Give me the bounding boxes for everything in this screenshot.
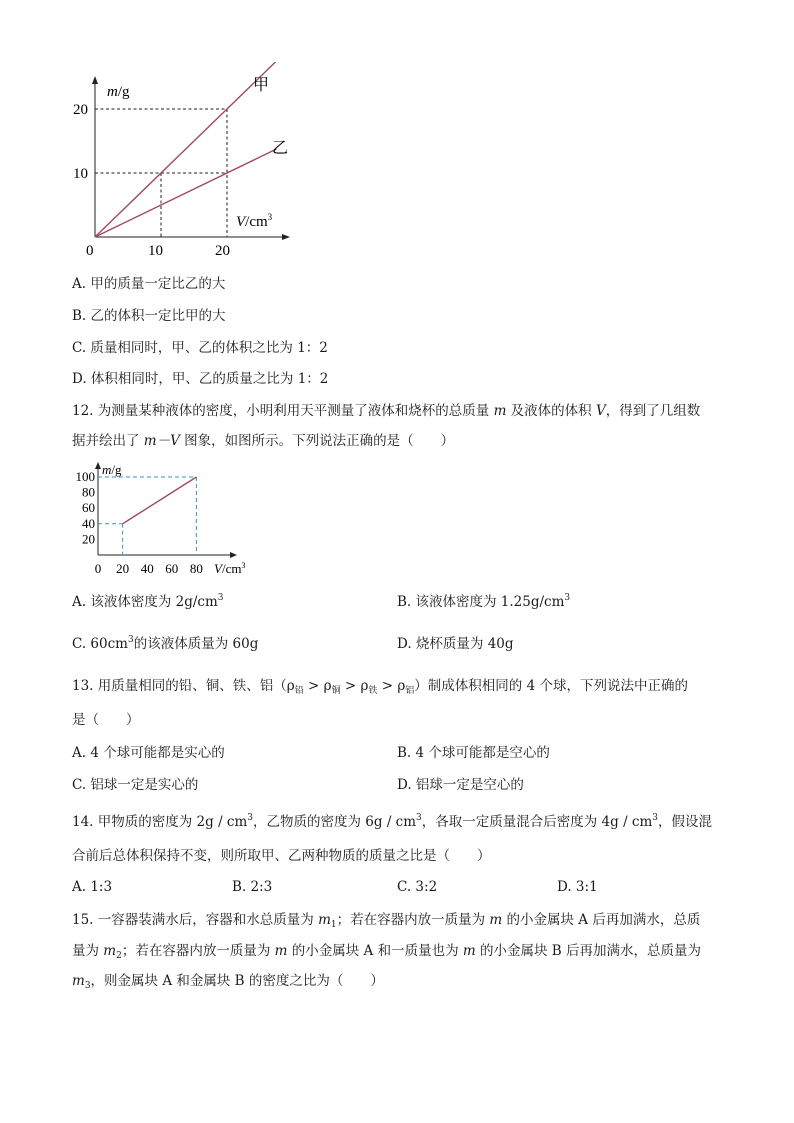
q12-stem-line-2: 据并绘出了 m－V 图象，如图所示。下列说法正确的是（ ）: [72, 433, 455, 449]
x-tick-label: 80: [189, 561, 203, 576]
x-axis-label: $V/cm^3$: [214, 561, 246, 576]
y-tick-label: 60: [82, 500, 95, 516]
x-axis-label: $V/cm^3$: [236, 212, 273, 230]
y-tick-label: 20: [82, 531, 95, 547]
origin-label: 0: [86, 243, 94, 259]
q13-option-d[interactable]: D. 铝球一定是空心的: [397, 777, 524, 793]
y-tick-10: 10: [73, 166, 88, 182]
q12-option-a[interactable]: A. 该液体密度为 $2g/cm^3$: [72, 593, 224, 610]
q12-option-c[interactable]: C. $60cm^3$的该液体质量为 60g: [72, 635, 259, 652]
q13-stem-line-2: 是（ ）: [72, 712, 140, 728]
y-axis-label: m/g: [107, 84, 130, 100]
q13-stem-line-1: 13. 用质量相同的铅、铜、铁、铝$(\rho_铅 > \rho_铜 > \rho_铁 > \rho_铝)$制成体积相同的 4 个球，下列说法中正确的: [72, 678, 688, 696]
x-tick-label: 40: [140, 561, 154, 576]
x-tick-label: 20: [116, 561, 130, 576]
q14-option-b[interactable]: B. 2:3: [232, 879, 273, 895]
mass-volume-chart-1: [60, 62, 320, 262]
q15-stem-line-2: 量为 $m_2$；若在容器内放一质量为 m 的小金属块 A 和一质量也为 m 的小金属块 B 后再加满水，总质量为: [72, 943, 701, 961]
y-tick-20: 20: [73, 102, 88, 118]
q11-option-d[interactable]: D. 体积相同时，甲、乙的质量之比为 1：2: [72, 371, 329, 387]
q14-stem-line-1: 14. 甲物质的密度为 $2g / cm^3$，乙物质的密度为 $6g / cm^3$，各取一定质量混合后密度为 $4g / cm^3$，假设混: [72, 813, 713, 830]
series-line: [123, 477, 197, 524]
x-tick-20: 20: [215, 243, 230, 259]
q11-option-b[interactable]: B. 乙的体积一定比甲的大: [72, 308, 226, 324]
q14-stem-line-2: 合前后总体积保持不变，则所取甲、乙两种物质的质量之比是（ ）: [72, 848, 491, 864]
x-tick-10: 10: [148, 243, 163, 259]
q12-stem-line-1: 12. 为测量某种液体的密度，小明利用天平测量了液体和烧杯的总质量 m 及液体的体积 V，得到了几组数: [72, 403, 701, 419]
q14-option-c[interactable]: C. 3:2: [397, 879, 438, 895]
q13-option-b[interactable]: B. 4 个球可能都是空心的: [397, 745, 550, 761]
y-axis-arrow: [95, 462, 101, 469]
series-label-jia: 甲: [253, 77, 270, 94]
mass-volume-chart-2: [70, 458, 270, 582]
x-tick-label: 0: [94, 561, 102, 576]
x-axis-arrow: [282, 234, 290, 240]
q13-option-c[interactable]: C. 铝球一定是实心的: [72, 777, 199, 793]
q15-stem-line-1: 15. 一容器装满水后，容器和水总质量为 $m_1$；若在容器内放一质量为 m 的小金属块 A 后再加满水，总质: [72, 912, 701, 930]
q15-stem-line-3: $m_3$，则金属块 A 和金属块 B 的密度之比为（ ）: [72, 973, 384, 991]
q11-option-c[interactable]: C. 质量相同时，甲、乙的体积之比为 1：2: [72, 340, 328, 356]
q14-option-d[interactable]: D. 3:1: [557, 879, 598, 895]
x-tick-label: 60: [165, 561, 179, 576]
q12-option-d[interactable]: D. 烧杯质量为 40g: [397, 636, 514, 652]
y-tick-label: 40: [82, 515, 95, 531]
series-label-yi: 乙: [272, 140, 289, 157]
y-tick-label: 100: [75, 469, 95, 484]
q12-option-b[interactable]: B. 该液体密度为 $1.25g/cm^3$: [397, 593, 571, 610]
x-axis-arrow: [230, 552, 237, 558]
y-axis-arrow: [92, 76, 98, 84]
y-tick-label: 80: [82, 484, 95, 500]
y-axis-label: m/g: [102, 462, 122, 477]
q14-option-a[interactable]: A. 1:3: [72, 879, 113, 895]
q13-option-a[interactable]: A. 4 个球可能都是实心的: [72, 745, 225, 761]
q11-option-a[interactable]: A. 甲的质量一定比乙的大: [72, 276, 226, 292]
